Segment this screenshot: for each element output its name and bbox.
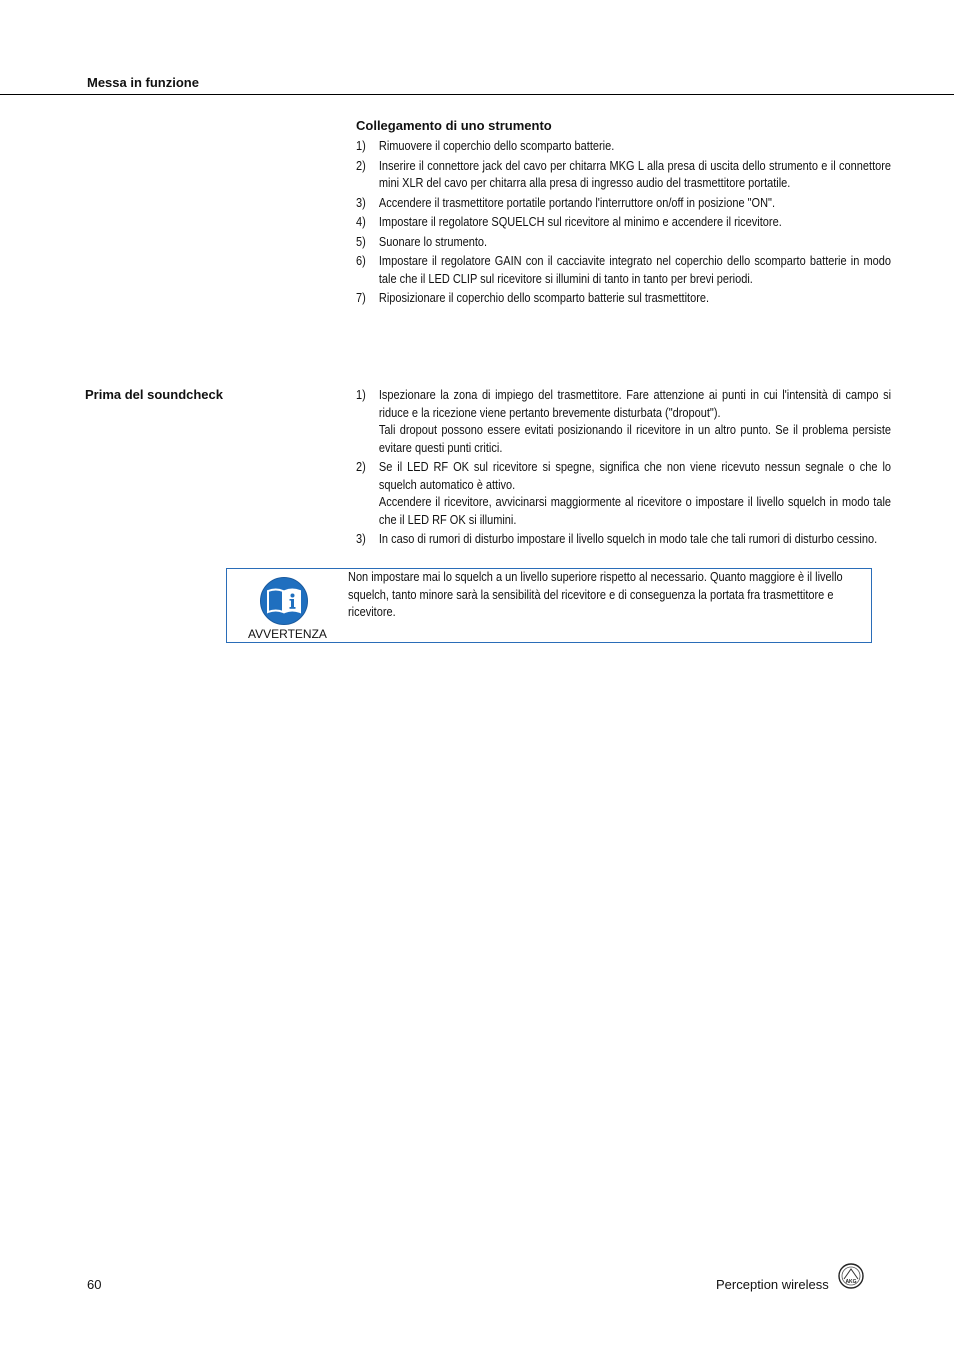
info-manual-icon [258,575,310,627]
soundcheck-steps-list [356,387,892,551]
warning-label: AVVERTENZA [248,627,327,641]
list-item: 5) Suonare lo strumento. [356,234,488,249]
list-item: 2) Inserire il connettore jack del cavo per chitarra MKG L alla presa di uscita dello strumento e il connettore mini XLR del cavo per chitarra alla presa di ingresso audio del trasmettitore portatile. [356,158,892,190]
page-header-title: Messa in funzione [87,75,199,90]
section-heading-instrument: Collegamento di uno strumento [356,118,552,133]
page-number: 60 [87,1277,102,1292]
instrument-steps-list [356,138,892,310]
list-item: 7) Riposizionare il coperchio dello scomparto batterie sul trasmettitore. [356,291,710,305]
list-item: 2) Se il LED RF OK sul ricevitore si spegne, significa che non viene ricevuto nessun segnale o che lo squelch automatico è attivo. Accendere il ricevitore, avvicinarsi maggiormente al ricevitore o impostare il livello squelch in modo tale che il LED RF OK si illumini. [356,460,892,527]
header-divider [0,94,954,95]
list-item: 3) In caso di rumori di disturbo impostare il livello squelch in modo tale che tali rumori di disturbo cessino. [356,532,878,546]
list-item: 3) Accendere il trasmettitore portatile portando l'interruttore on/off in posizione "ON". [356,195,776,210]
list-item: 6) Impostare il regolatore GAIN con il cacciavite integrato nel coperchio dello scomparto batterie in modo tale che il LED CLIP sul ricevitore si illumini di tanto in tanto per brevi periodi. [356,254,892,286]
warning-note-box [226,568,872,643]
akg-logo-icon [838,1263,864,1289]
list-item: 1) Ispezionare la zona di impiego del trasmettitore. Fare attenzione ai punti in cui l'intensità di campo si riduce e la ricezione viene pertanto brevemente disturbata ("dropout"). Tali dropout possono essere evitati posizionando il ricevitore in un altro punto. Se il problema persiste evitare questi punti critici. [356,388,892,455]
list-item: 4) Impostare il regolatore SQUELCH sul ricevitore al minimo e accendere il ricevitore. [356,215,782,229]
footer-product-name: Perception wireless [716,1277,829,1292]
section-heading-soundcheck: Prima del soundcheck [85,387,223,402]
list-item: 1) Rimuovere il coperchio dello scomparto batterie. [356,139,615,153]
svg-text:AKG: AKG [845,1279,857,1285]
warning-text: Non impostare mai lo squelch a un livello superiore rispetto al necessario. Quanto maggiore è il livello squelch, tanto minore sarà la sensibilità del ricevitore e di conseguenza la portata fra trasmettitore e ricevitore. [348,570,843,619]
